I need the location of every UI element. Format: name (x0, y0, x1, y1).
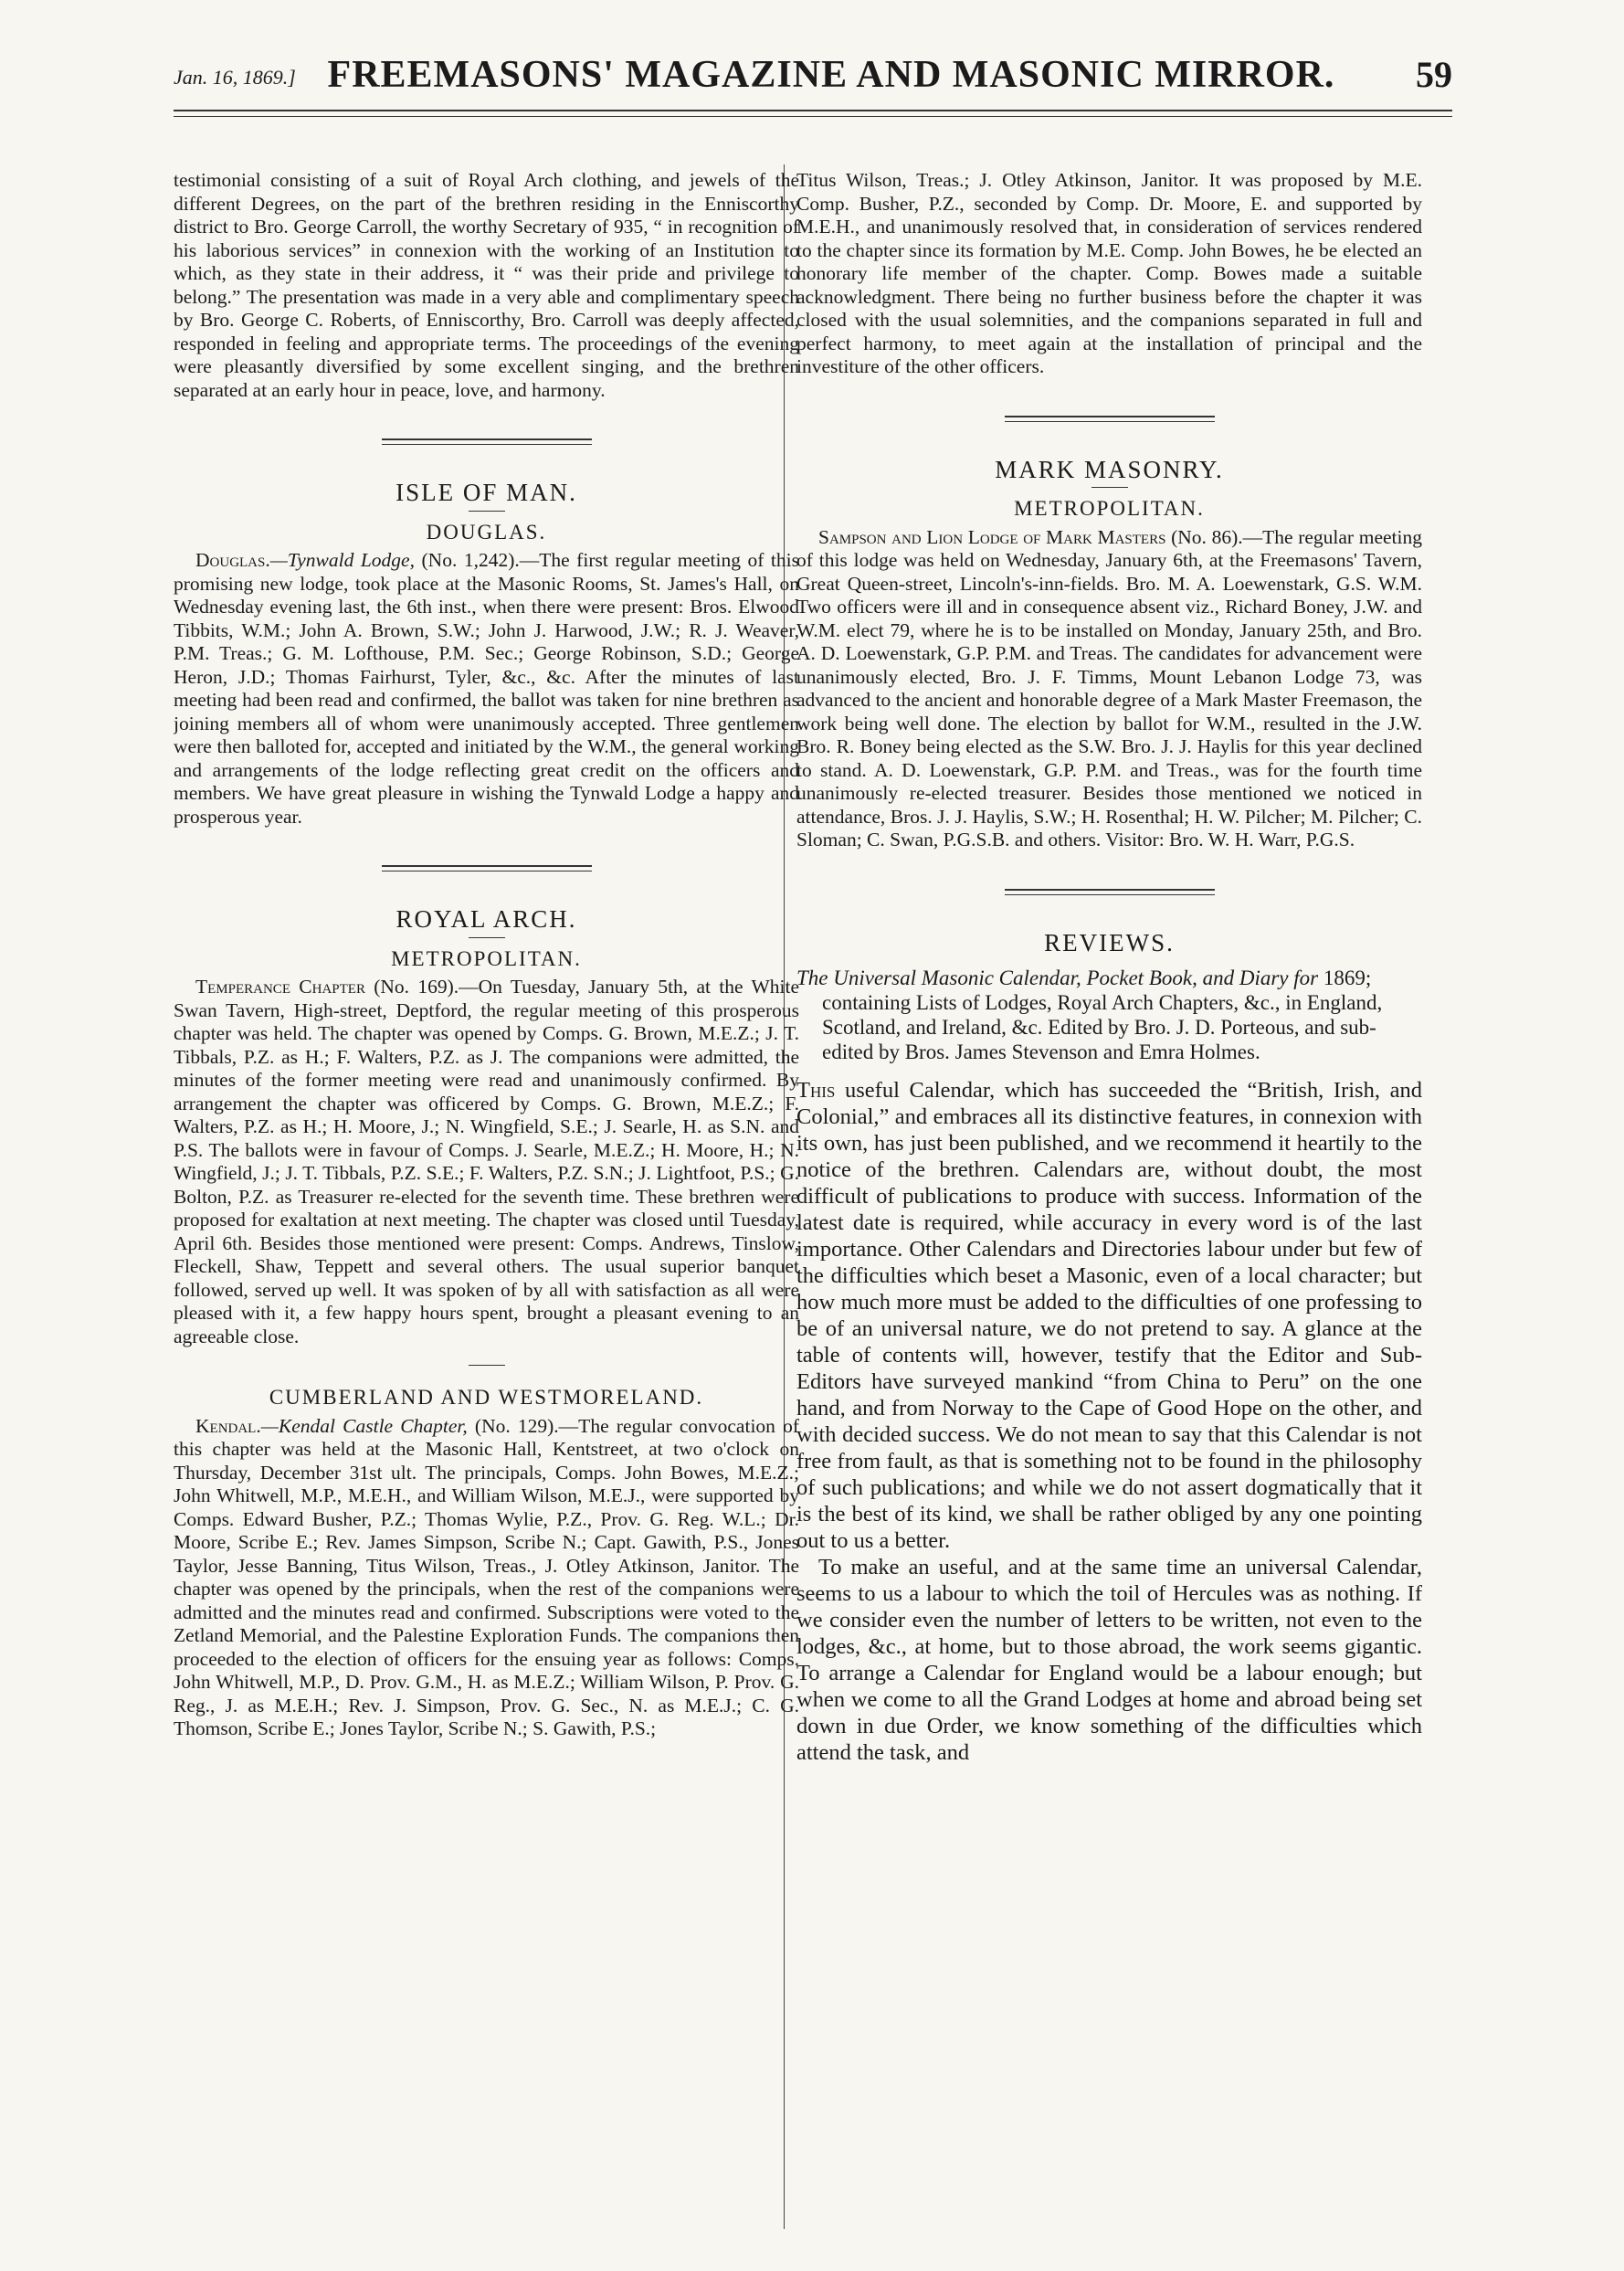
header-date: Jan. 16, 1869.] (174, 66, 296, 89)
review-paragraph-2: To make an useful, and at the same time an universal Calendar, seems to us a labour to which the toil of Hercules was as nothing. If we consider even the number of letters to be written, not even to the lodges, &c., at home, but to those abroad, the work seems gigantic. To arrange a Calendar for England would be a labour enough; but when we come to all the Grand Lodges at home and abroad being set down in due Order, we know something of the difficulties which attend the task, and (796, 1555, 1422, 1765)
article-sampson-lion-lodge: Sampson and Lion Lodge of Mark Masters (No. 86).—The regular meeting of this lodge was held on Wednesday, January 6th, at the Freemasons' Tavern, Great Queen-street, Lincoln's-inn-fields. Bro. M. A. Loewenstark, G.S. W.M. Two officers were ill and in consequence absent viz., Richard Boney, J.W. and W.M. elect 79, where he is to be installed on Monday, January 25th, and Bro. A. D. Loewenstark, G.P. P.M. and Treas. The candidates for advancement were unanimously elected, Bro. J. F. Timms, Mount Lebanon Lodge 73, was advanced to the ancient and honorable degree of a Mark Master Freemason, the work being well done. The election by ballot for W.M., resulted in the J.W. Bro. R. Boney being elected as the S.W. Bro. J. J. Haylis for this year declined to stand. A. D. Loewenstark, G.P. P.M. and Treas., was for the fourth time unanimously re-elected treasurer. Besides those mentioned we noticed in attendance, Bros. J. J. Haylis, S.W.; H. Rosenthal; H. W. Pilcher; M. Pilcher; C. Sloman; C. Swan, P.G.S.B. and others. Visitor: Bro. W. H. Warr, P.G.S. (796, 525, 1422, 850)
article-temperance-chapter: Temperance Chapter (No. 169).—On Tuesday, January 5th, at the White Swan Tavern, High-street, Deptford, the regular meeting of this prosperous chapter was held. The chapter was opened by Comps. G. Brown, M.E.Z.; J. T. Tibbals, P.Z. as H.; F. Walters, P.Z. as J. The companions were admitted, the minutes of the former meeting were read and unanimously confirmed. By arrangement the chapter was officered by Comps. G. Brown, M.E.Z.; F. Walters, P.Z. as H.; H. Moore, J.; N. Wingfield, S.E.; J. Searle, H. as S.N. and P.S. The ballots were in favour of Comps. J. Searle, M.E.Z.; H. Moore, H.; N. Wingfield, J.; J. T. Tibbals, P.Z. S.E.; F. Walters, P.Z. S.N.; J. Lightfoot, P.S.; G. Bolton, P.Z. as Treasurer re-elected for the seventh time. These brethren were proposed for exaltation at next meeting. The chapter was closed until Tuesday, April 6th. Besides those mentioned were present: Comps. Andrews, Tinslow, Fleckell, Shaw, Teppett and several others. The usual superior banquet followed, served up well. It was spoken of by all with satisfaction as all were pleased with it, a few happy hours spent, brought a pleasant evening to an agreeable close. (174, 976, 799, 1347)
section-separator (1005, 889, 1215, 895)
left-column (174, 169, 799, 2224)
review-body (796, 1077, 1422, 1766)
subtitle-douglas: DOUGLAS. (426, 520, 547, 544)
subtitle-metropolitan: METROPOLITAN. (391, 946, 582, 970)
title-dash (1091, 487, 1128, 488)
section-separator (382, 438, 592, 445)
subtitle-cumberland: CUMBERLAND AND WESTMORELAND. (269, 1386, 704, 1409)
header-rule-thick (174, 110, 1452, 111)
section-title-isle-of-man: ISLE OF MAN. (395, 479, 577, 506)
section-title-mark-masonry: MARK MASONRY. (995, 455, 1224, 483)
section-separator (1005, 416, 1215, 422)
subtitle-metropolitan-mark: METROPOLITAN. (1014, 497, 1205, 520)
continued-paragraph-right: Titus Wilson, Treas.; J. Otley Atkinson, Janitor. It was proposed by M.E. Comp. Busher, P.Z., seconded by Comp. Dr. Moore, E. and supported by M.E.H., and unanimously resolved that, in consideration of services rendered to the chapter since its formation by M.E. Comp. John Bowes, he be elected an honorary life member of the chapter. Comp. Bowes made a suitable acknowledgment. There being no further business before the chapter it was closed with the usual solemnities, and the companions separated in full and perfect harmony, to meet again at the installation of principal and the investiture of the other officers. (796, 169, 1422, 377)
article-douglas: Douglas.—Tynwald Lodge, (No. 1,242).—The first regular meeting of this promising new lodge, took place at the Masonic Rooms, St. James's Hall, on Wednesday evening last, the 6th inst., when there were present: Bros. Elwood Tibbits, W.M.; John A. Brown, S.W.; John J. Harwood, J.W.; R. J. Weaver, P.M. Treas.; G. M. Lofthouse, P.M. Sec.; George Robinson, S.D.; George Heron, J.D.; Thomas Fairhurst, Tyler, &c., &c. After the minutes of last meeting had been read and confirmed, the ballot was taken for nine brethren as joining members all of whom were unanimously accepted. Three gentlemen were then balloted for, accepted and initiated by the W.M., the general working and arrangements of the lodge reflecting great credit on the officers and members. We have great pleasure in wishing the Tynwald Lodge a happy and prosperous year. (174, 549, 799, 828)
continued-paragraph: testimonial consisting of a suit of Royal Arch clothing, and jewels of the different Degrees, on the part of the brethren residing in the Enniscorthy district to Bro. George Carroll, the worthy Secretary of 935, “ in recognition of his laborious services” in connexion with the working of an Institution to which, as they state in their address, it “ was their pride and privilege to belong.” The presentation was made in a very able and complimentary speech by Bro. George C. Roberts, of Enniscorthy, Bro. Carroll was deeply affected, responded in feeling and appropriate terms. The proceedings of the evening were pleasantly diversified by some excellent singing, and the brethren separated at an early hour in peace, love, and harmony. (174, 169, 799, 401)
page-number: 59 (1416, 54, 1452, 95)
title-dash (469, 511, 505, 512)
section-title-reviews: REVIEWS. (1044, 928, 1175, 956)
article-kendal: Kendal.—Kendal Castle Chapter, (No. 129).—The regular convocation of this chapter was held at the Masonic Hall, Kentstreet, at two o'clock on Thursday, December 31st ult. The principals, Comps. John Bowes, M.E.Z.; John Whitwell, M.P., M.E.H., and William Wilson, M.E.J., were supported by Comps. Edward Busher, P.Z.; Thomas Wylie, P.Z., Prov. G. Reg. W.L.; Dr. Moore, Scribe E.; Rev. James Simpson, Scribe N.; Capt. Gawith, P.S., Jones Taylor, Jesse Banning, Titus Wilson, Treas., J. Otley Atkinson, Janitor. The chapter was opened by the principals, when the rest of the companions were admitted and the minutes read and confirmed. Subscriptions were voted to the Zetland Memorial, and the Palestine Exploration Funds. The companions then proceeded to the election of officers for the ensuing year as follows: Comps. John Whitwell, M.P., D. Prov. G.M., H. as M.E.Z.; William Wilson, P. Prov. G. Reg., J. as M.E.H.; Rev. J. Simpson, Prov. G. Sec., N. as M.E.J.; C. G. Thomson, Scribe E.; Jones Taylor, Scribe N.; S. Gawith, P.S.; (174, 1414, 799, 1739)
title-dash (469, 937, 505, 938)
section-separator (382, 865, 592, 871)
right-column (796, 169, 1422, 2224)
header-rule-thin (174, 116, 1452, 117)
section-title-royal-arch: ROYAL ARCH. (395, 905, 577, 933)
article-dash (469, 1365, 505, 1366)
review-paragraph-1: This useful Calendar, which has succeeded the “British, Irish, and Colonial,” and embraces all its distinctive features, in connexion with its own, has just been published, and we recommend it heartily to the notice of the brethren. Calendars are, without doubt, the most difficult of publications to produce with success. Information of the latest date is required, while accuracy in every word is of the last importance. Other Calendars and Directories labour under but few of the difficulties which beset a Masonic, even of a local character; but how much more must be added to the difficulties of one professing to be of an universal nature, we do not pretend to say. A glance at the table of contents will, however, testify that the Editor and Sub-Editors have surveyed mankind “from China to Peru” on the one hand, and from Norway to the Cape of Good Hope on the other, and with decided success. We do not mean to say that this Calendar is not free from fault, as that is something not to be found in the philosophy of such publications; and while we do not assert dogmatically that it is the best of its kind, we shall be rather obliged by any one pointing out to us a better. (796, 1078, 1422, 1553)
header-title: FREEMASONS' MAGAZINE AND MASONIC MIRROR. (327, 54, 1335, 96)
review-book-entry: The Universal Masonic Calendar, Pocket Book, and Diary for 1869; containing Lists of Lodges, Royal Arch Chapters, &c., in England, Scotland, and Ireland, &c. Edited by Bro. J. D. Porteous, and sub-edited by Bros. James Stevenson and Emra Holmes. (796, 966, 1383, 1063)
page-header (174, 46, 1452, 100)
